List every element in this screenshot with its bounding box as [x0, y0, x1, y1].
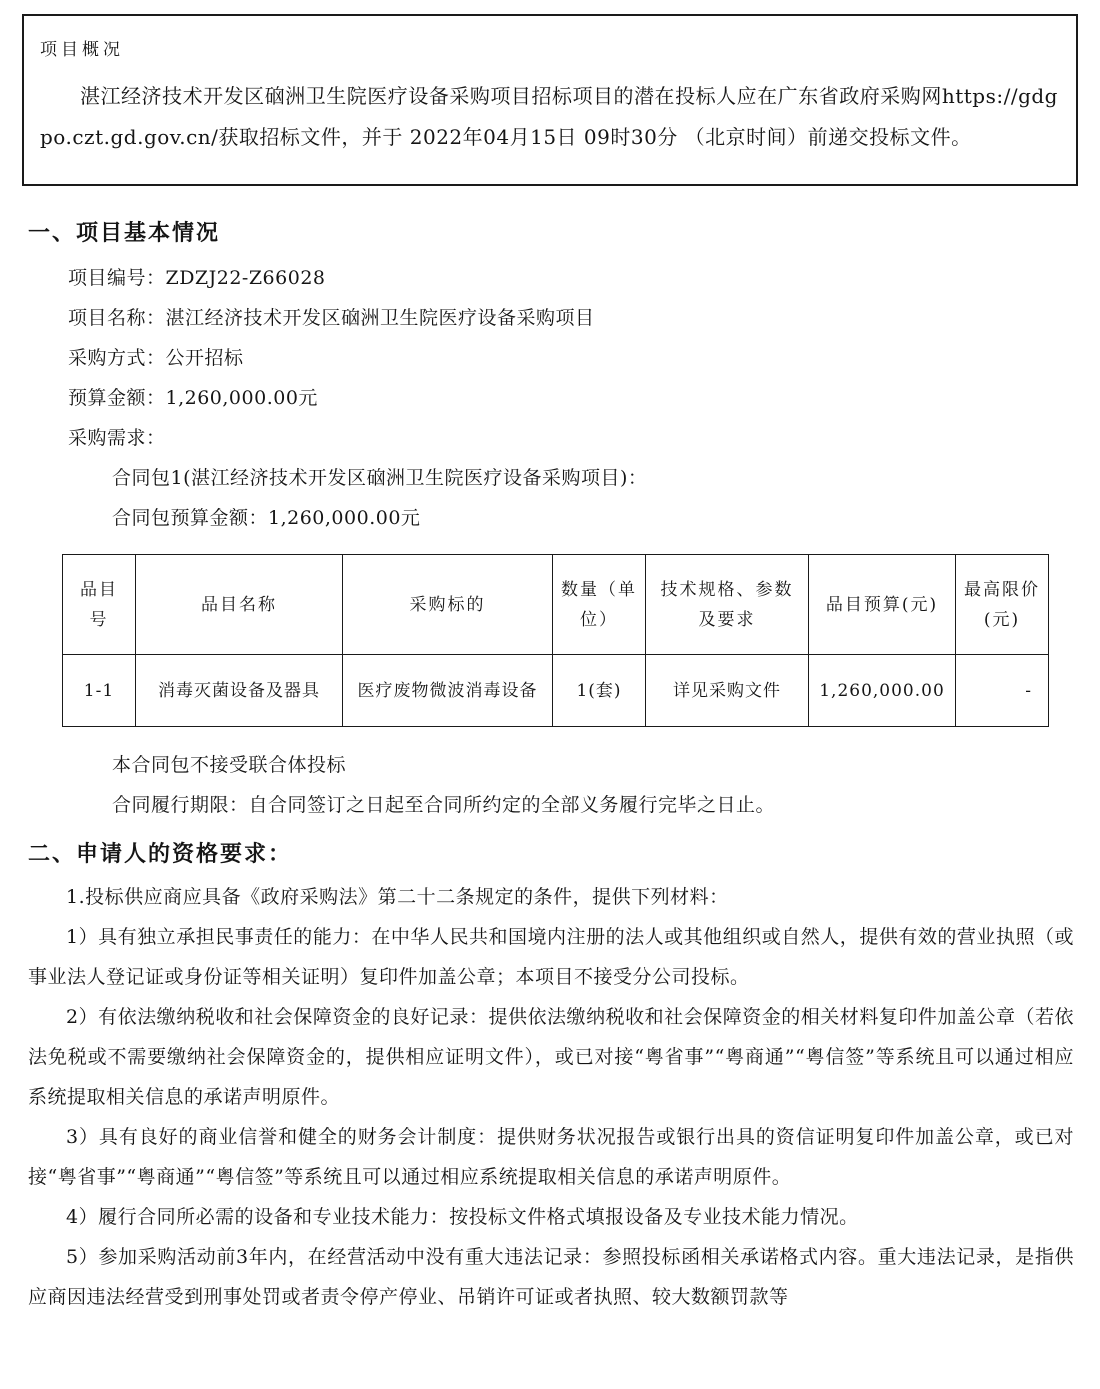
overview-title: 项目概况	[40, 40, 124, 60]
requirement-2: 2）有依法缴纳税收和社会保障资金的良好记录：提供依法缴纳税收和社会保障资金的相关材料复印件加盖公章（若依法免税或不需要缴纳社会保障资金的，提供相应证明文件），或已对接“粤省事”“粤商通”“粤信签”等系统且可以通过相应系统提取相关信息的承诺声明原件。	[28, 1006, 1074, 1108]
project-number-line: 项目编号：ZDZJ22-Z66028	[68, 267, 326, 289]
header-quantity: 数量（单位）	[553, 555, 646, 655]
qualification-paragraphs	[28, 877, 1074, 1317]
contract-package-lines	[112, 458, 1100, 538]
cell-item-name: 消毒灭菌设备及器具	[136, 655, 343, 727]
budget-amount-line: 预算金额：1,260,000.00元	[68, 387, 318, 409]
header-item-name: 品目名称	[136, 555, 343, 655]
cell-item-no: 1-1	[63, 655, 136, 727]
header-max-price: 最高限价(元)	[956, 555, 1049, 655]
qualification-intro: 1.投标供应商应具备《政府采购法》第二十二条规定的条件，提供下列材料：	[66, 886, 729, 908]
requirement-5: 5）参加采购活动前3年内，在经营活动中没有重大违法记录：参照投标函相关承诺格式内容。重大违法记录，是指供应商因违法经营受到刑事处罚或者责令停产停业、吊销许可证或者执照、较大数额罚款等	[28, 1246, 1074, 1308]
contract-budget-line: 合同包预算金额：1,260,000.00元	[112, 507, 421, 529]
cell-specs: 详见采购文件	[646, 655, 809, 727]
project-overview-box	[22, 14, 1078, 186]
cell-max-price: -	[956, 655, 1049, 727]
requirement-4: 4）履行合同所必需的设备和专业技术能力：按投标文件格式填报设备及专业技术能力情况。	[66, 1206, 859, 1228]
requirement-3: 3）具有良好的商业信誉和健全的财务会计制度：提供财务状况报告或银行出具的资信证明复印件加盖公章，或已对接“粤省事”“粤商通”“粤信签”等系统且可以通过相应系统提取相关信息的承诺声明原件。	[28, 1126, 1074, 1188]
cell-subject: 医疗废物微波消毒设备	[343, 655, 553, 727]
cell-budget: 1,260,000.00	[809, 655, 956, 727]
contract-notes	[112, 745, 1100, 825]
contract-package-line: 合同包1(湛江经济技术开发区硇洲卫生院医疗设备采购项目)：	[112, 467, 648, 489]
procurement-method-line: 采购方式：公开招标	[68, 347, 244, 369]
project-name-line: 项目名称：湛江经济技术开发区硇洲卫生院医疗设备采购项目	[68, 307, 595, 329]
header-item-no: 品目号	[63, 555, 136, 655]
header-budget: 品目预算(元)	[809, 555, 956, 655]
procurement-demand-line: 采购需求：	[68, 427, 166, 449]
requirement-1: 1）具有独立承担民事责任的能力：在中华人民共和国境内注册的法人或其他组织或自然人，提供有效的营业执照（或事业法人登记证或身份证等相关证明）复印件加盖公章；本项目不接受分公司投标。	[28, 926, 1074, 988]
section1-heading: 一、项目基本情况	[28, 220, 221, 246]
section2-heading: 二、申请人的资格要求：	[28, 841, 293, 867]
table-row	[63, 655, 1049, 727]
cell-quantity: 1(套)	[553, 655, 646, 727]
project-info-lines	[68, 258, 1100, 458]
header-subject: 采购标的	[343, 555, 553, 655]
procurement-items-table	[62, 554, 1049, 727]
table-header-row	[63, 555, 1049, 655]
header-specs: 技术规格、参数及要求	[646, 555, 809, 655]
no-consortium-note: 本合同包不接受联合体投标	[112, 754, 347, 776]
overview-body-text: 湛江经济技术开发区硇洲卫生院医疗设备采购项目招标项目的潜在投标人应在广东省政府采购网https://gdgpo.czt.gd.gov.cn/获取招标文件，并于 2022年04月15日 09时30分 （北京时间）前递交投标文件。	[40, 84, 1058, 149]
contract-period-note: 合同履行期限：自合同签订之日起至合同所约定的全部义务履行完毕之日止。	[112, 794, 776, 816]
